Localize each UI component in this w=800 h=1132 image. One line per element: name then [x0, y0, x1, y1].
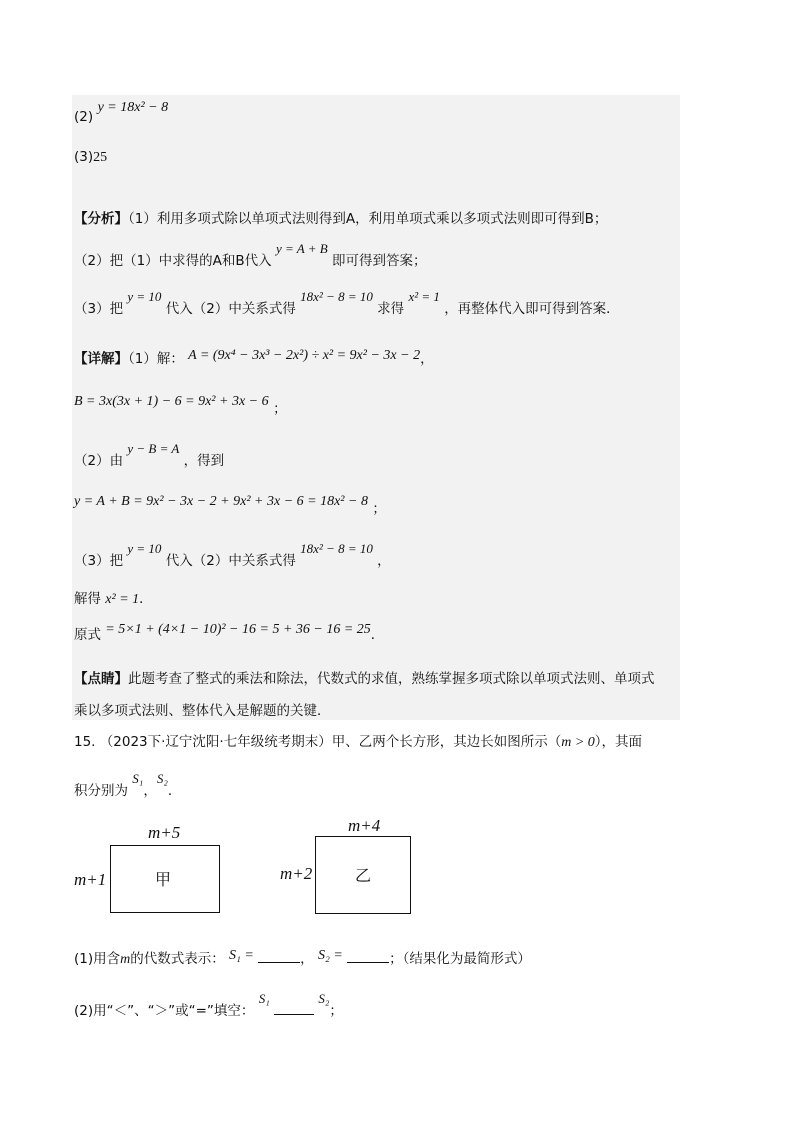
analysis-text-3d: ，再整体代入即可得到答案．	[444, 301, 620, 317]
question-text-line2: 积分别为	[74, 783, 128, 799]
detail-formula-1: A = (9x⁴ − 3x³ − 2x²) ÷ x² = 9x² − 3x − 2	[188, 348, 421, 363]
question-text-line2-end: ．	[167, 783, 182, 799]
part2-s1: S₁	[258, 991, 270, 1006]
analysis-formula-2: y = A + B	[275, 241, 328, 256]
detail-line-3	[74, 441, 225, 470]
question-15-line-1	[74, 733, 642, 752]
part2-text-b: ；	[329, 1003, 343, 1019]
part1-text-c: ；（结果化为最简形式）	[389, 951, 531, 967]
answer-2	[74, 100, 169, 125]
detail-text-3b: ，得到	[183, 453, 225, 469]
comment-line-1	[74, 670, 655, 688]
part1-blank-s1[interactable]	[258, 948, 300, 963]
analysis-formula-3c: x² = 1	[408, 289, 440, 304]
detail-text-7b: ．	[370, 627, 385, 643]
question-15-part-1	[74, 948, 531, 969]
comment-line-2	[74, 702, 331, 720]
detail-line-4	[74, 492, 386, 517]
rect-yi-side-label: m+2	[280, 864, 313, 883]
analysis-tag: 【分析】	[74, 211, 128, 227]
comment-tag: 【点睛】	[74, 671, 128, 687]
detail-formula-2: B = 3x(3x + 1) − 6 = 9x² + 3x − 6	[74, 394, 269, 409]
answer-2-label: (2)	[74, 109, 94, 125]
answer-2-formula: y = 18x² − 8	[97, 100, 169, 115]
rect-jia-name: 甲	[155, 870, 172, 889]
analysis-text-3a: （3）把	[74, 301, 124, 317]
detail-formula-4: y = A + B = 9x² − 3x − 2 + 9x² + 3x − 6 = 18x² − 8	[74, 494, 368, 509]
detail-text-5c: ，	[377, 553, 391, 569]
analysis-text-1: （1）利用多项式除以单项式法则得到A，利用单项式乘以多项式法则即可得到B；	[128, 211, 608, 227]
part1-s2: S₂ =	[317, 948, 343, 963]
analysis-text-2a: （2）把（1）中求得的A和B代入	[74, 253, 272, 269]
question-source-text: （2023下·辽宁沈阳·七年级统考期末）甲、乙两个长方形，其边长如图所示（	[99, 734, 562, 750]
detail-line-2	[74, 392, 287, 417]
detail-text-6b: ．	[139, 591, 153, 607]
detail-text-5a: （3）把	[74, 553, 124, 569]
rect-jia-side-label: m+1	[74, 870, 107, 889]
analysis-line-2	[74, 241, 427, 270]
detail-formula-6: x² = 1	[105, 592, 140, 607]
part2-s2: S₂	[318, 991, 330, 1006]
detail-formula-5a: y = 10	[127, 541, 162, 556]
detail-text-5b: 代入（2）中关系式得	[165, 553, 296, 569]
detail-text-1a: （1）解：	[128, 351, 184, 367]
analysis-formula-3a: y = 10	[127, 289, 162, 304]
detail-formula-7: = 5×1 + (4×1 − 10)² − 16 = 5 + 36 − 16 = 25	[105, 622, 371, 637]
part2-blank[interactable]	[274, 1000, 314, 1015]
part1-var: m	[120, 952, 131, 967]
comment-text-2: 乘以多项式法则、整体代入是解题的关键．	[74, 703, 331, 719]
detail-line-1	[74, 350, 434, 369]
detail-text-4: ；	[372, 501, 386, 517]
question-number: 15.	[74, 734, 96, 750]
detail-line-7	[74, 622, 385, 645]
part1-sep: ，	[300, 951, 314, 967]
analysis-text-2b: 即可得到答案；	[332, 253, 427, 269]
detail-text-2: ；	[273, 401, 287, 417]
answer-3	[74, 148, 107, 167]
question-s1: S₁	[132, 771, 144, 786]
question-sep: ，	[143, 783, 157, 799]
part1-blank-s2[interactable]	[347, 948, 389, 963]
rect-jia-top-label: m+5	[148, 823, 181, 842]
detail-text-7a: 原式	[74, 627, 101, 643]
question-15-line-2	[74, 771, 182, 800]
rect-yi-top-label: m+4	[348, 816, 381, 835]
detail-text-6a: 解得	[74, 591, 101, 607]
detail-formula-5b: 18x² − 8 = 10	[300, 541, 373, 556]
detail-line-6	[74, 590, 153, 609]
detail-text-3a: （2）由	[74, 453, 124, 469]
analysis-formula-3b: 18x² − 8 = 10	[300, 289, 373, 304]
analysis-line-3	[74, 289, 620, 318]
part1-text-b: 的代数式表示：	[130, 951, 225, 967]
analysis-line-1	[74, 210, 607, 228]
part1-text-a: (1)用含	[74, 951, 121, 967]
detail-text-1b: ，	[420, 351, 434, 367]
detail-tag: 【详解】	[74, 351, 128, 367]
part1-s1: S₁ =	[229, 948, 254, 963]
detail-formula-3: y − B = A	[127, 441, 180, 456]
question-text-after: ），其面	[594, 734, 643, 750]
detail-line-5	[74, 541, 391, 570]
question-15-part-2	[74, 991, 343, 1020]
comment-text-1: 此题考查了整式的乘法和除法，代数式的求值，熟练掌握多项式除以单项式法则、单项式	[128, 671, 655, 687]
rect-yi-name: 乙	[355, 866, 372, 885]
analysis-text-3b: 代入（2）中关系式得	[165, 301, 296, 317]
part2-text-a: (2)用“＜”、“＞”或“=”填空：	[74, 1003, 255, 1019]
answer-3-label: (3)	[74, 149, 94, 165]
answer-3-value: 25	[93, 150, 108, 165]
question-s2: S₂	[156, 771, 168, 786]
question-condition: m > 0	[561, 735, 595, 750]
analysis-text-3c: 求得	[377, 301, 405, 317]
